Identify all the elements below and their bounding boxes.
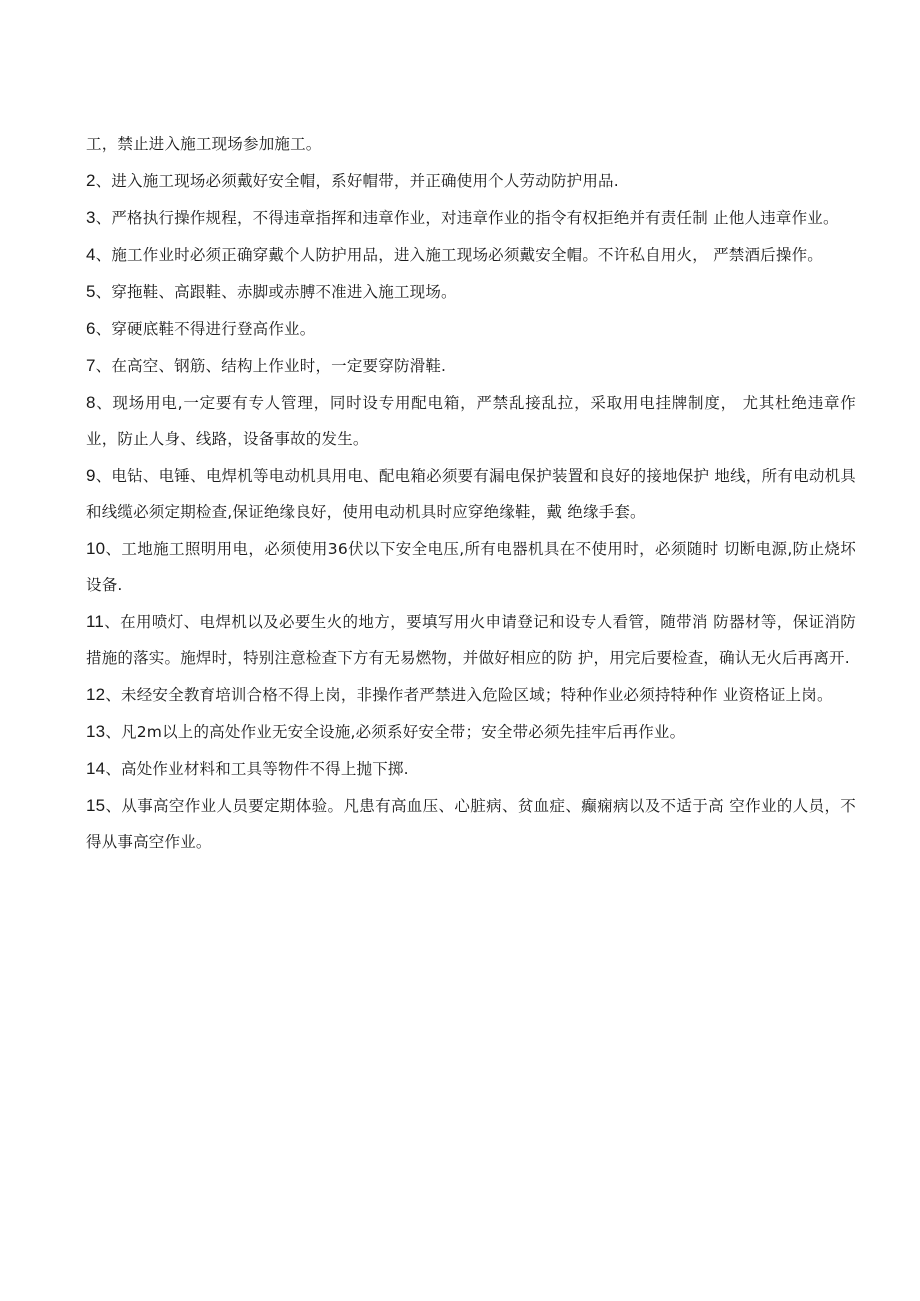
- paragraph-text: 、凡2m以上的高处作业无安全设施,必须系好安全带；安全带必须先挂牢后再作业。: [105, 723, 686, 741]
- paragraph-text: 、进入施工现场必须戴好安全帽，系好帽带，并正确使用个人劳动防护用品.: [95, 172, 619, 190]
- rule-item-7: [86, 348, 856, 384]
- rule-item-5: [86, 274, 856, 310]
- paragraph-text: 、未经安全教育培训合格不得上岗，非操作者严禁进入危险区域；特种作业必须持特种作 业资格证上岗。: [105, 686, 833, 704]
- paragraph-number: 11: [86, 612, 105, 631]
- paragraph-number: 14: [86, 759, 106, 778]
- rule-item-2: [86, 163, 856, 199]
- paragraph-text: 、现场用电,一定要有专人管理，同时设专用配电箱，严禁乱接乱拉，采取用电挂牌制度， 尤其杜绝违章作业，防止人身、线路，设备事故的发生。: [86, 394, 856, 448]
- rule-item-14: [86, 751, 856, 787]
- paragraph-text: 、穿硬底鞋不得进行登高作业。: [95, 320, 316, 338]
- paragraph-number: 13: [86, 722, 106, 741]
- rule-item-3: [86, 200, 856, 236]
- rule-item-6: [86, 311, 856, 347]
- paragraph-text: 、严格执行操作规程，不得违章指挥和违章作业，对违章作业的指令有权拒绝并有责任制 止他人违章作业。: [95, 209, 839, 227]
- paragraph-number: 6: [86, 319, 96, 338]
- rule-item-13: [86, 714, 856, 750]
- paragraph-number: 15: [86, 796, 106, 815]
- paragraph-number: 7: [86, 356, 96, 375]
- paragraph-number: 3: [86, 208, 96, 227]
- paragraph-number: 9: [86, 466, 96, 485]
- rule-item-11: [86, 604, 856, 676]
- rule-item-8: [86, 385, 856, 457]
- rule-item-12: [86, 677, 856, 713]
- rule-item-10: [86, 531, 856, 603]
- paragraph-number: 5: [86, 282, 96, 301]
- paragraph-number: 10: [86, 539, 106, 558]
- paragraph-text: 、在用喷灯、电焊机以及必要生火的地方，要填写用火申请登记和设专人看管，随带消 防器材等，保证消防措施的落实。施焊时，特别注意检查下方有无易燃物，并做好相应的防 护，用完后要检查，确认无火后再离开.: [86, 613, 856, 667]
- paragraph-text: 、工地施工照明用电，必须使用36伏以下安全电压,所有电器机具在不使用时，必须随时 切断电源,防止烧坏设备.: [86, 540, 856, 594]
- paragraph-number: 12: [86, 685, 106, 704]
- paragraph-text: 、在高空、钢筋、结构上作业时，一定要穿防滑鞋.: [95, 357, 447, 375]
- rule-item-9: [86, 458, 856, 530]
- paragraph-text: 、从事高空作业人员要定期体验。凡患有高血压、心脏病、贫血症、癫痫病以及不适于高 空作业的人员，不得从事高空作业。: [86, 797, 856, 851]
- paragraph-text: 、高处作业材料和工具等物件不得上抛下掷.: [105, 760, 409, 778]
- document-body: [86, 126, 856, 861]
- rule-item-15: [86, 788, 856, 860]
- paragraph-continuation: [86, 126, 856, 162]
- paragraph-text: 、施工作业时必须正确穿戴个人防护用品，进入施工现场必须戴安全帽。不许私自用火， 严禁酒后操作。: [95, 246, 823, 264]
- paragraph-number: 8: [86, 393, 96, 412]
- paragraph-number: 2: [86, 171, 96, 190]
- paragraph-number: 4: [86, 245, 96, 264]
- paragraph-text: 、穿拖鞋、高跟鞋、赤脚或赤膊不准进入施工现场。: [95, 283, 457, 301]
- paragraph-text: 工，禁止进入施工现场参加施工。: [86, 135, 322, 153]
- rule-item-4: [86, 237, 856, 273]
- paragraph-text: 、电钻、电锤、电焊机等电动机具用电、配电箱必须要有漏电保护装置和良好的接地保护 地线，所有电动机具和线缆必须定期检查,保证绝缘良好，使用电动机具时应穿绝缘鞋，戴 绝缘手套。: [86, 467, 856, 521]
